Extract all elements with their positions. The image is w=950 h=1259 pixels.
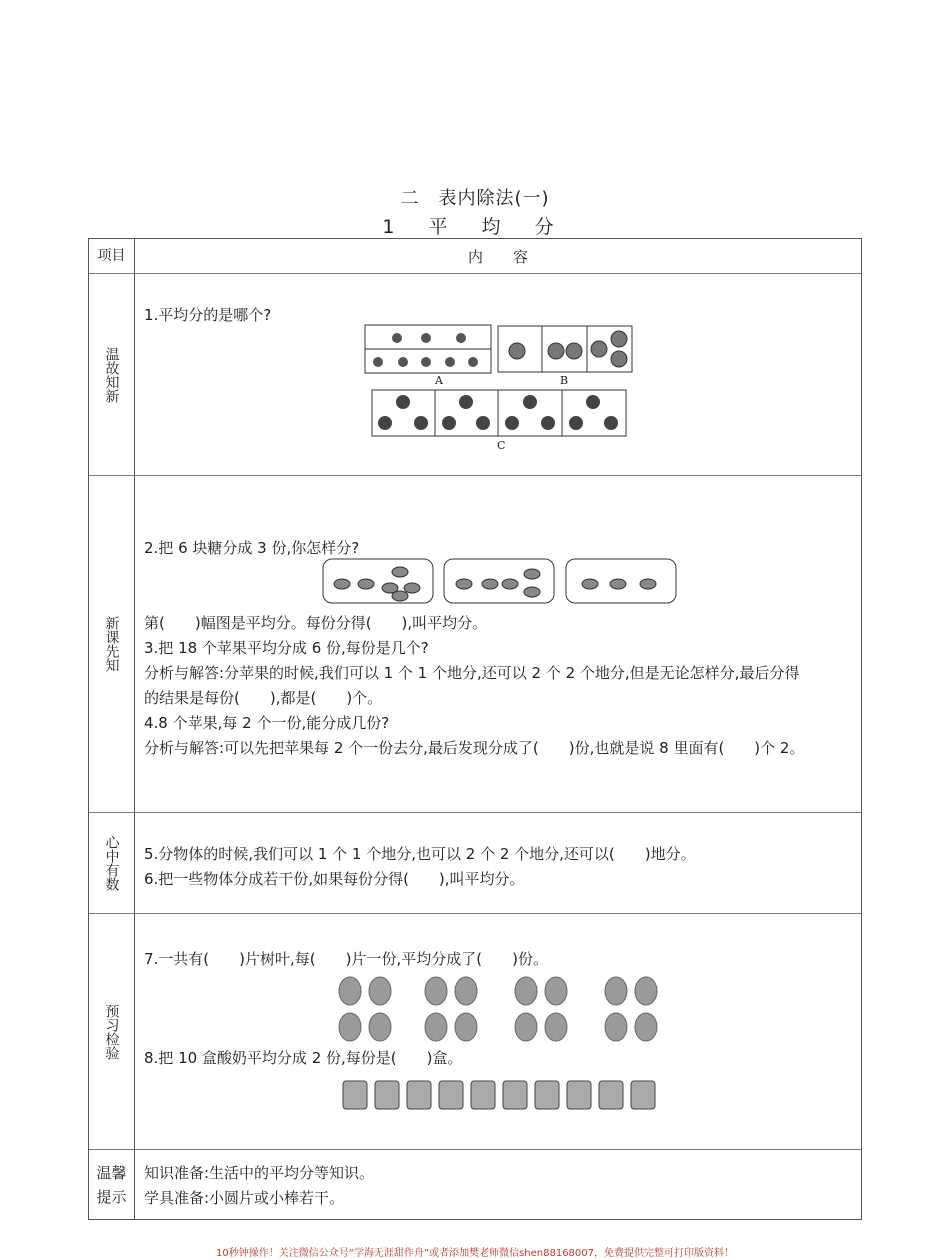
new-lesson-label: 新课先知 (103, 616, 120, 672)
worksheet-table (88, 238, 862, 1220)
question-3: 3.把 18 个苹果平均分成 6 份,每份是几个? (144, 639, 429, 657)
mind-content (144, 813, 853, 913)
chapter-title: 二 表内除法(一) (400, 188, 550, 209)
tips-label-line-2: 提示 (96, 1188, 127, 1206)
figure-b-watermelons (497, 325, 633, 373)
header-item-label: 项目 (97, 248, 126, 264)
figure-c-apples (371, 389, 627, 437)
candy-groups-figure (322, 558, 682, 606)
review-content (144, 274, 853, 475)
mind-label: 心中有数 (103, 835, 120, 891)
figure-a-grapes (364, 324, 494, 374)
lesson-title: 1 平 均 分 (382, 216, 568, 238)
review-label: 温故知新 (103, 346, 120, 403)
tips-content (144, 1150, 853, 1220)
new-lesson-row (89, 476, 861, 813)
mind-row (89, 813, 861, 914)
tip-tools: 学具准备:小圆片或小棒若干。 (144, 1189, 345, 1207)
figure-c-label: C (497, 439, 506, 452)
tips-label-line-1: 温馨 (96, 1164, 127, 1182)
question-3-answer-line-1: 分析与解答:分苹果的时候,我们可以 1 个 1 个地分,还可以 2 个 2 个地分,但是无论怎样分,最后分得 (144, 664, 800, 682)
question-6: 6.把一些物体分成若干份,如果每份分得( ),叫平均分。 (144, 870, 525, 888)
question-7: 7.一共有( )片树叶,每( )片一份,平均分成了( )份。 (144, 950, 548, 968)
question-2: 2.把 6 块糖分成 3 份,你怎样分? (144, 539, 360, 557)
header-row (89, 239, 861, 274)
tip-knowledge: 知识准备:生活中的平均分等知识。 (144, 1164, 375, 1182)
footer-notice: 10秒钟操作！关注微信公众号“学海无涯甜作舟”或者添加樊老师微信shen88168007，免费提供完整可打印版资料！ (215, 1248, 735, 1259)
question-1: 1.平均分的是哪个? (144, 306, 272, 324)
figure-b-label: B (560, 374, 569, 387)
preview-label: 预习检验 (103, 1003, 120, 1060)
leaves-figure (336, 974, 671, 1044)
yogurt-cups-figure (340, 1077, 662, 1113)
new-lesson-content (144, 476, 853, 812)
tips-label (89, 1150, 134, 1220)
question-4-answer: 分析与解答:可以先把苹果每 2 个一份去分,最后发现分成了( )份,也就是说 8 里面有( )个 2。 (144, 739, 805, 757)
tips-row (89, 1150, 861, 1220)
question-4: 4.8 个苹果,每 2 个一份,能分成几份? (144, 714, 390, 732)
review-row (89, 274, 861, 476)
question-8: 8.把 10 盒酸奶平均分成 2 份,每份是( )盒。 (144, 1049, 463, 1067)
preview-row (89, 914, 861, 1150)
question-3-answer-line-2: 的结果是每份( ),都是( )个。 (144, 689, 383, 707)
header-content-label: 内 容 (467, 247, 528, 266)
question-5: 5.分物体的时候,我们可以 1 个 1 个地分,也可以 2 个 2 个地分,还可以( )地分。 (144, 845, 696, 863)
figure-a-label: A (435, 374, 443, 387)
question-2-fill: 第( )幅图是平均分。每份分得( ),叫平均分。 (144, 614, 488, 632)
preview-content (144, 914, 853, 1149)
